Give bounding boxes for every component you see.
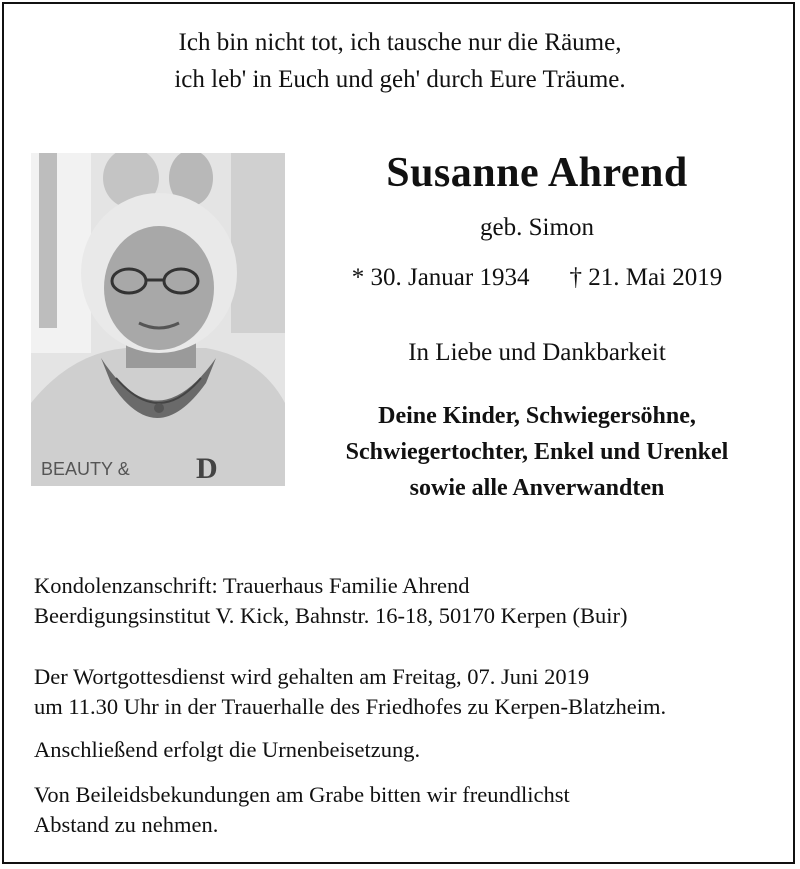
mourners-list [290,398,784,506]
thanks-line: In Liebe und Dankbarkeit [408,339,666,366]
quote-line-2: ich leb' in Euch und geh' durch Eure Träume. [174,66,626,93]
burial-note [34,735,784,765]
deceased-name: Susanne Ahrend [386,150,688,196]
maiden-name: geb. Simon [480,214,594,241]
quote-line-1: Ich bin nicht tot, ich tausche nur die Räume, [178,29,622,56]
birth-date: * 30. Januar 1934 [351,264,530,291]
photo-print-text: BEAUTY & [41,459,130,479]
mourners-line-2: Schwiegertochter, Enkel und Urenkel [345,439,729,465]
portrait-photo [31,153,285,486]
condolence-line-1: Kondolenzanschrift: Trauerhaus Familie Ahrend [34,573,470,598]
request-line-1: Von Beileidsbekundungen am Grabe bitten wir freundlichst [34,782,570,807]
condolence-request [34,780,784,840]
memorial-quote [0,24,800,98]
burial-line: Anschließend erfolgt die Urnenbeisetzung. [34,737,421,762]
service-line-2: um 11.30 Uhr in der Trauerhalle des Friedhofes zu Kerpen-Blatzheim. [34,694,667,719]
svg-text:D: D [196,452,218,485]
service-line-1: Der Wortgottesdienst wird gehalten am Freitag, 07. Juni 2019 [34,664,590,689]
condolence-line-2: Beerdigungsinstitut V. Kick, Bahnstr. 16-18, 50170 Kerpen (Buir) [34,603,628,628]
condolence-address [34,571,784,631]
mourners-line-3: sowie alle Anverwandten [409,475,665,501]
death-date: † 21. Mai 2019 [569,264,723,291]
life-dates [300,260,774,296]
request-line-2: Abstand zu nehmen. [34,812,219,837]
service-details [34,662,784,722]
portrait-image [31,153,285,486]
mourners-line-1: Deine Kinder, Schwiegersöhne, [378,403,696,429]
